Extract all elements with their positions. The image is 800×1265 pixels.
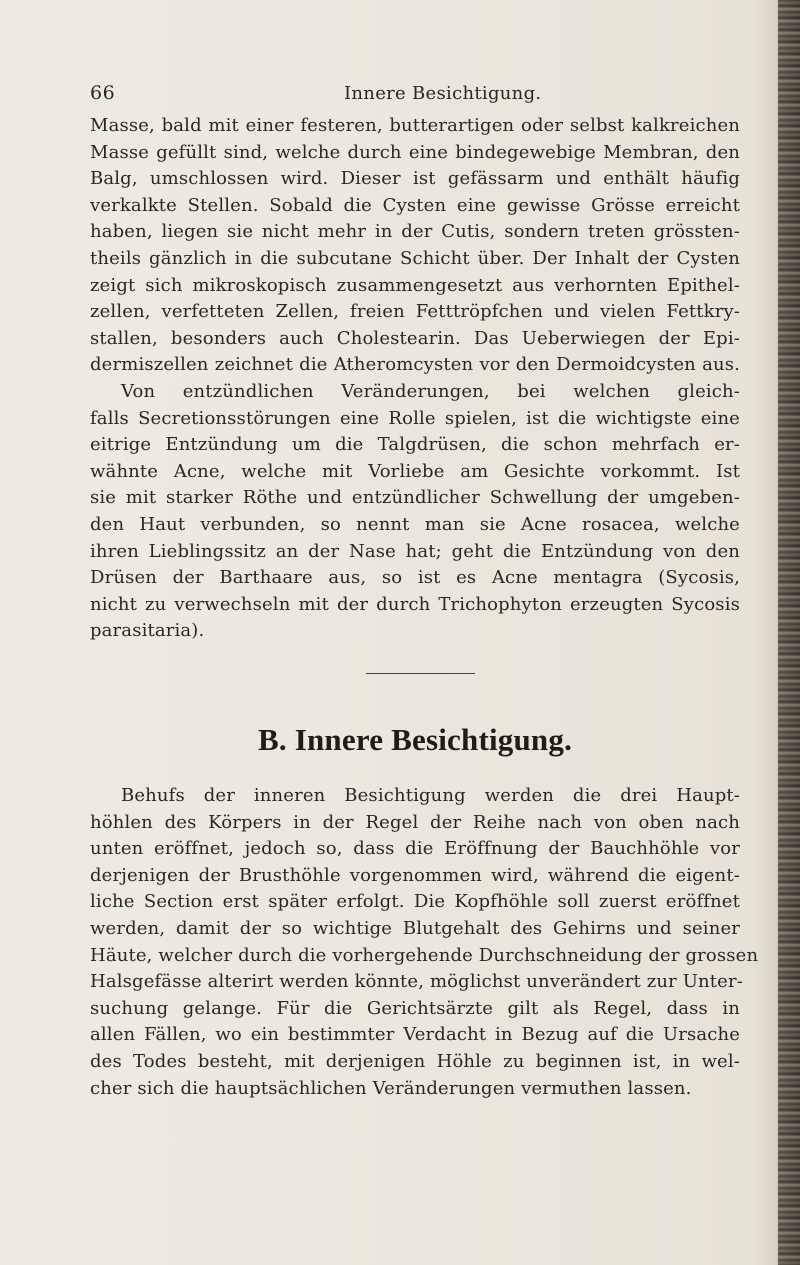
text-line: nicht zu verwechseln mit der durch Trichophyton erzeugten Sycosis [90, 593, 740, 615]
page-number: 66 [90, 82, 116, 104]
text-line: parasitaria). [90, 620, 205, 642]
text-line: eitrige Entzündung um die Talgdrüsen, die schon mehrfach er- [90, 434, 740, 456]
paragraph-3 [90, 783, 759, 1102]
text-line: Balg, umschlossen wird. Dieser ist gefässarm und enthält häufig [90, 168, 740, 190]
text-line: Häute, welcher durch die vorhergehende Durchschneidung der grossen [90, 944, 759, 966]
text-line: ihren Lieblingssitz an der Nase hat; geht die Entzündung von den [90, 540, 740, 562]
text-line: liche Section erst später erfolgt. Die Kopfhöhle soll zuerst eröffnet [90, 891, 740, 913]
section-heading: B. Innere Besichtigung. [257, 722, 573, 757]
text-line: theils gänzlich in die subcutane Schicht über. Der Inhalt der Cysten [90, 247, 740, 269]
text-line: wähnte Acne, welche mit Vorliebe am Gesichte vorkommt. Ist [90, 460, 740, 482]
text-line: derjenigen der Brusthöhle vorgenommen wird, während die eigent- [90, 864, 740, 886]
text-line: des Todes besteht, mit derjenigen Höhle zu beginnen ist, in wel- [90, 1050, 740, 1072]
text-line: cher sich die hauptsächlichen Veränderungen vermuthen lassen. [90, 1077, 692, 1099]
text-line: allen Fällen, wo ein bestimmter Verdacht in Bezug auf die Ursache [90, 1024, 740, 1046]
page-binding-edge [778, 0, 800, 1265]
text-line: Behufs der inneren Besichtigung werden die drei Haupt- [121, 785, 740, 806]
text-line: Drüsen der Barthaare aus, so ist es Acne mentagra (Sycosis, [90, 567, 740, 589]
text-line: Masse, bald mit einer festeren, butterartigen oder selbst kalkreichen [90, 115, 740, 136]
text-line: Von entzündlichen Veränderungen, bei welchen gleich- [121, 381, 740, 402]
paragraph-1 [90, 113, 740, 379]
text-line: Halsgefässe alterirt werden könnte, möglichst unverändert zur Unter- [90, 971, 743, 993]
text-line: haben, liegen sie nicht mehr in der Cutis, sondern treten grössten- [90, 221, 740, 243]
text-line: zeigt sich mikroskopisch zusammengesetzt aus verhornten Epithel- [90, 274, 740, 296]
paragraph-2 [90, 379, 740, 645]
text-line: höhlen des Körpers in der Regel der Reihe nach von oben nach [90, 811, 740, 833]
text-line: suchung gelange. Für die Gerichtsärzte gilt als Regel, dass in [90, 997, 740, 1019]
running-head: Innere Besichtigung. [344, 83, 542, 104]
text-line: verkalkte Stellen. Sobald die Cysten eine gewisse Grösse erreicht [90, 194, 740, 216]
text-line: zellen, verfetteten Zellen, freien Fetttröpfchen und vielen Fettkry- [90, 301, 740, 323]
text-line: falls Secretionsstörungen eine Rolle spielen, ist die wichtigste eine [90, 407, 740, 429]
text-line: werden, damit der so wichtige Blutgehalt des Gehirns und seiner [90, 917, 740, 939]
text-line: Masse gefüllt sind, welche durch eine bindegewebige Membran, den [90, 141, 740, 163]
text-line: sie mit starker Röthe und entzündlicher Schwellung der umgeben- [90, 487, 740, 509]
text-line: stallen, besonders auch Cholestearin. Das Ueberwiegen der Epi- [90, 327, 740, 349]
text-line: unten eröffnet, jedoch so, dass die Eröffnung der Bauchhöhle vor [90, 838, 740, 860]
section-divider-rule [366, 673, 475, 674]
text-line: dermiszellen zeichnet die Atheromcysten vor den Dermoidcysten aus. [90, 354, 740, 376]
page-header [90, 82, 740, 108]
text-line: den Haut verbunden, so nennt man sie Acne rosacea, welche [90, 513, 740, 535]
